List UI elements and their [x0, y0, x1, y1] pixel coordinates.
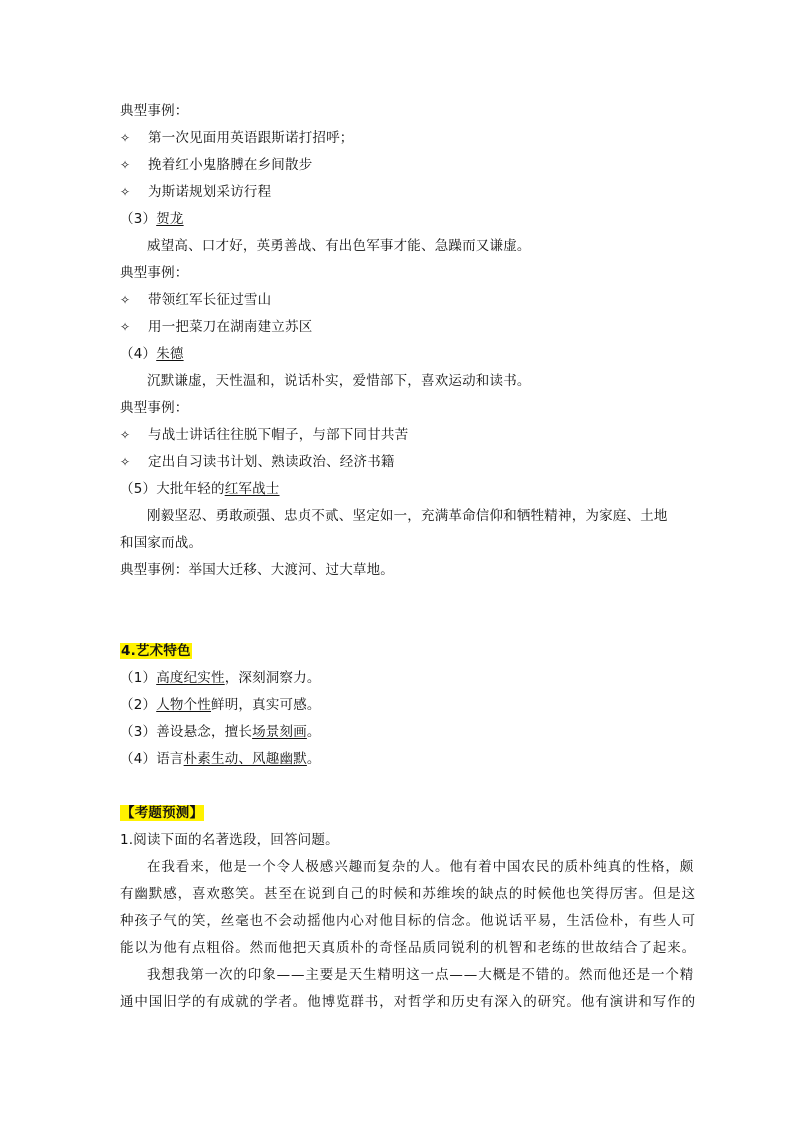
- bullet-icon: ✧: [120, 158, 131, 172]
- bullet-item: ✧ 带领红军长征过雪山: [120, 292, 272, 308]
- art-item: （4）语言朴素生动、风趣幽默。: [120, 751, 321, 767]
- bullet-icon: ✧: [120, 320, 131, 334]
- art-item: （2）人物个性鲜明，真实可感。: [120, 697, 321, 713]
- bullet-item: ✧ 用一把菜刀在湖南建立苏区: [120, 319, 313, 335]
- bullet-icon: ✧: [120, 428, 131, 442]
- character-description: 威望高、口才好，英勇善战、有出色军事才能、急躁而又谦虚。: [147, 238, 531, 254]
- examples-label: 典型事例：: [120, 400, 189, 416]
- character-description-cont: 和国家而战。: [120, 535, 203, 551]
- character-name: 红军战士: [224, 481, 280, 497]
- passage-line: 能以为他有点粗俗。然而他把天真质朴的奇怪品质同锐利的机智和老练的世故结合了起来。: [120, 940, 696, 956]
- passage-line: 有幽默感，喜欢憨笑。甚至在说到自己的时候和苏维埃的缺点的时候他也笑得厉害。但是这: [120, 886, 696, 902]
- examples-label: 典型事例：: [120, 103, 189, 119]
- bullet-item: ✧ 定出自习读书计划、熟读政治、经济书籍: [120, 454, 395, 470]
- section-heading-3: （3）贺龙: [120, 211, 184, 227]
- section-heading-5: （5）大批年轻的红军战士: [120, 481, 280, 497]
- passage-line: 通中国旧学的有成就的学者。他博览群书，对哲学和历史有深入的研究。他有演讲和写作的: [120, 994, 696, 1010]
- character-description: 刚毅坚忍、勇敢顽强、忠贞不贰、坚定如一，充满革命信仰和牺牲精神，为家庭、土地: [147, 508, 668, 524]
- passage-line: 在我看来，他是一个令人极感兴趣而复杂的人。他有着中国农民的质朴纯真的性格，颇: [147, 859, 695, 875]
- bullet-item: ✧ 挽着红小鬼胳膊在乡间散步: [120, 157, 313, 173]
- bullet-item: ✧ 第一次见面用英语跟斯诺打招呼；: [120, 130, 354, 146]
- examples-label: 典型事例：: [120, 265, 189, 281]
- bullet-icon: ✧: [120, 293, 131, 307]
- bullet-item: ✧ 为斯诺规划采访行程: [120, 184, 272, 200]
- character-name: 贺龙: [156, 211, 184, 227]
- character-name: 朱德: [156, 346, 184, 362]
- passage-line: 种孩子气的笑，丝毫也不会动摇他内心对他目标的信念。他说话平易，生活俭朴，有些人可: [120, 913, 696, 929]
- exam-heading: 【考题预测】: [121, 805, 204, 821]
- exam-question: 1.阅读下面的名著选段，回答问题。: [120, 832, 339, 848]
- art-item: （1）高度纪实性，深刻洞察力。: [120, 670, 321, 686]
- section-heading-4: （4）朱德: [120, 346, 184, 362]
- bullet-icon: ✧: [120, 455, 131, 469]
- bullet-icon: ✧: [120, 185, 131, 199]
- bullet-icon: ✧: [120, 131, 131, 145]
- art-heading: 4.艺术特色: [121, 643, 191, 659]
- character-description: 沉默谦虚，天性温和，说话朴实，爱惜部下，喜欢运动和读书。: [147, 373, 531, 389]
- examples-line: 典型事例：举国大迁移、大渡河、过大草地。: [120, 562, 394, 578]
- passage-line: 我想我第一次的印象——主要是天生精明这一点——大概是不错的。然而他还是一个精: [147, 967, 695, 983]
- bullet-item: ✧ 与战士讲话往往脱下帽子，与部下同甘共苦: [120, 427, 409, 443]
- art-item: （3）善设悬念，擅长场景刻画。: [120, 724, 321, 740]
